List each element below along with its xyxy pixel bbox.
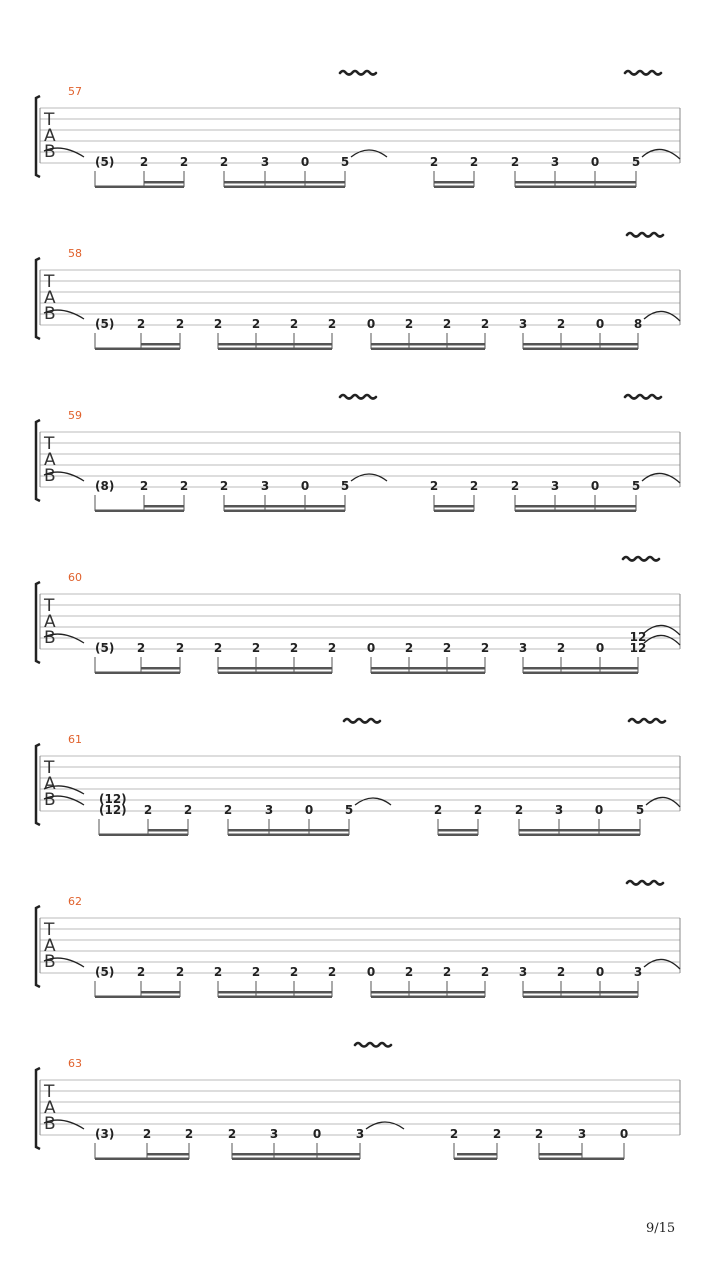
tab-clef-letter: A [44, 774, 56, 794]
fret-number: 2 [514, 803, 524, 817]
beam-secondary [144, 505, 184, 508]
fret-number: 2 [433, 803, 443, 817]
fret-number: 3 [260, 155, 270, 169]
vibrato-mark [340, 71, 376, 75]
system-bracket [36, 906, 40, 987]
fret-number: (12) [99, 803, 127, 817]
fret-number: 2 [139, 155, 149, 169]
fret-number: 0 [366, 641, 376, 655]
fret-number: 2 [219, 155, 229, 169]
tab-system [36, 719, 680, 836]
fret-number: 2 [429, 479, 439, 493]
tie-out [644, 311, 680, 321]
fret-number: 2 [442, 641, 452, 655]
fret-number: 2 [449, 1127, 459, 1141]
tab-clef-letter: T [44, 920, 55, 940]
beam [523, 672, 638, 675]
tab-clef-letter: B [44, 952, 56, 972]
beam-secondary [218, 667, 332, 670]
fret-number: 2 [534, 1127, 544, 1141]
beam-secondary [371, 991, 485, 994]
fret-number: 2 [175, 965, 185, 979]
fret-number: 0 [312, 1127, 322, 1141]
tab-system [36, 395, 680, 512]
fret-number: 2 [442, 317, 452, 331]
tab-system [36, 881, 680, 998]
measure-number: 60 [68, 571, 82, 584]
beam [95, 996, 180, 999]
tab-clef-letter: A [44, 612, 56, 632]
fret-number: 2 [139, 479, 149, 493]
system-bracket [36, 420, 40, 501]
beam [224, 186, 345, 189]
fret-number: (3) [95, 1127, 115, 1141]
system-bracket [36, 744, 40, 825]
tie-out [644, 635, 680, 645]
beam-secondary [519, 829, 640, 832]
fret-number: 2 [223, 803, 233, 817]
fret-number: 3 [518, 965, 528, 979]
fret-number: 2 [175, 317, 185, 331]
tie [351, 474, 387, 481]
fret-number: 2 [179, 479, 189, 493]
tab-clef-letter: B [44, 628, 56, 648]
beam-secondary [141, 343, 180, 346]
fret-number: 3 [577, 1127, 587, 1141]
fret-number: 0 [595, 317, 605, 331]
tab-clef-letter: T [44, 1082, 55, 1102]
beam-secondary [457, 1153, 497, 1156]
beam [95, 1158, 189, 1161]
beam-secondary [232, 1153, 360, 1156]
vibrato-mark [625, 395, 661, 399]
beam-secondary [218, 343, 332, 346]
measure-number: 59 [68, 409, 82, 422]
fret-number: 5 [344, 803, 354, 817]
beam-secondary [523, 991, 638, 994]
tab-clef-letter: T [44, 596, 55, 616]
vibrato-mark [625, 71, 661, 75]
system-bracket [36, 1068, 40, 1149]
beam [454, 1158, 497, 1161]
tie [366, 1122, 404, 1129]
beam [539, 1158, 624, 1161]
fret-number: 2 [404, 965, 414, 979]
fret-number: 2 [556, 641, 566, 655]
fret-number-upper: (12) [99, 792, 127, 806]
fret-number: 2 [289, 641, 299, 655]
fret-number: 2 [175, 641, 185, 655]
fret-number-upper: 12 [629, 630, 647, 644]
tie-out [642, 149, 680, 159]
fret-number: 5 [631, 155, 641, 169]
vibrato-mark [344, 719, 380, 723]
fret-number: 3 [264, 803, 274, 817]
beam [515, 510, 636, 513]
beam [224, 510, 345, 513]
fret-number: 2 [289, 965, 299, 979]
beam [95, 510, 184, 513]
fret-number: 2 [213, 641, 223, 655]
fret-number: 2 [469, 479, 479, 493]
fret-number: (5) [95, 317, 115, 331]
tab-system [36, 1043, 680, 1160]
tie-out [646, 797, 680, 807]
beam-secondary [228, 829, 349, 832]
fret-number: 2 [480, 641, 490, 655]
measure-number: 57 [68, 85, 82, 98]
tab-system [36, 71, 680, 188]
fret-number: 3 [550, 479, 560, 493]
tab-clef-letter: B [44, 466, 56, 486]
tab-clef-letter: T [44, 110, 55, 130]
tab-clef-letter: A [44, 450, 56, 470]
fret-number: 0 [366, 965, 376, 979]
fret-number: 0 [594, 803, 604, 817]
fret-number: 0 [300, 155, 310, 169]
fret-number: 5 [631, 479, 641, 493]
vibrato-mark [627, 881, 663, 885]
beam [371, 996, 485, 999]
fret-number: 3 [269, 1127, 279, 1141]
beam-secondary [218, 991, 332, 994]
fret-number: 8 [633, 317, 643, 331]
beam [519, 834, 640, 837]
fret-number: 3 [554, 803, 564, 817]
fret-number: (8) [95, 479, 115, 493]
fret-number: 3 [518, 641, 528, 655]
fret-number: 3 [355, 1127, 365, 1141]
fret-number: 5 [340, 155, 350, 169]
tab-clef-letter: A [44, 936, 56, 956]
beam [218, 348, 332, 351]
fret-number: 2 [510, 155, 520, 169]
beam-secondary [523, 343, 638, 346]
fret-number: 3 [518, 317, 528, 331]
beam [371, 348, 485, 351]
fret-number: 2 [327, 641, 337, 655]
beam [95, 186, 184, 189]
beam-secondary [515, 505, 636, 508]
system-bracket [36, 96, 40, 177]
beam-secondary [141, 991, 180, 994]
beam [434, 186, 474, 189]
fret-number: 3 [550, 155, 560, 169]
beam-secondary [434, 505, 474, 508]
measure-number: 62 [68, 895, 82, 908]
fret-number: 2 [213, 965, 223, 979]
fret-number: 3 [633, 965, 643, 979]
fret-number: 2 [404, 317, 414, 331]
tie [351, 150, 387, 157]
beam [515, 186, 636, 189]
beam-secondary [224, 181, 345, 184]
vibrato-mark [623, 557, 659, 561]
fret-number: 5 [340, 479, 350, 493]
beam [95, 348, 180, 351]
fret-number: 2 [183, 803, 193, 817]
fret-number: 0 [590, 155, 600, 169]
beam-secondary [515, 181, 636, 184]
tab-clef-letter: B [44, 1114, 56, 1134]
beam-secondary [523, 667, 638, 670]
fret-number: 2 [327, 965, 337, 979]
vibrato-mark [340, 395, 376, 399]
fret-number: 3 [260, 479, 270, 493]
fret-number: 2 [219, 479, 229, 493]
fret-number: 2 [480, 965, 490, 979]
fret-number: 2 [136, 317, 146, 331]
fret-number: 2 [289, 317, 299, 331]
beam-secondary [148, 829, 188, 832]
beam-secondary [371, 343, 485, 346]
tab-clef-letter: B [44, 790, 56, 810]
fret-number: 2 [492, 1127, 502, 1141]
tab-clef-letter: T [44, 434, 55, 454]
fret-number: 2 [251, 317, 261, 331]
measure-number: 63 [68, 1057, 82, 1070]
fret-number: 2 [469, 155, 479, 169]
fret-number: 2 [556, 317, 566, 331]
fret-number: 0 [300, 479, 310, 493]
fret-number: 2 [142, 1127, 152, 1141]
beam [228, 834, 349, 837]
fret-number: 2 [143, 803, 153, 817]
system-bracket [36, 582, 40, 663]
fret-number: 0 [590, 479, 600, 493]
beam [218, 996, 332, 999]
beam-secondary [539, 1153, 582, 1156]
page-number: 9/15 [646, 1221, 676, 1236]
beam-secondary [371, 667, 485, 670]
beam-secondary [438, 829, 478, 832]
tab-clef-letter: B [44, 304, 56, 324]
fret-number: 2 [473, 803, 483, 817]
fret-number: (5) [95, 641, 115, 655]
fret-number: 2 [429, 155, 439, 169]
beam [523, 996, 638, 999]
beam-secondary [141, 667, 180, 670]
beam-secondary [147, 1153, 189, 1156]
fret-number: 12 [629, 641, 647, 655]
tie-out [644, 959, 680, 969]
tab-clef-letter: A [44, 1098, 56, 1118]
measure-number: 58 [68, 247, 82, 260]
fret-number: 2 [184, 1127, 194, 1141]
fret-number: 2 [327, 317, 337, 331]
fret-number: 0 [366, 317, 376, 331]
fret-number: 2 [136, 641, 146, 655]
vibrato-mark [627, 233, 663, 237]
fret-number: 5 [635, 803, 645, 817]
fret-number: 2 [213, 317, 223, 331]
tab-clef-letter: B [44, 142, 56, 162]
tie-out [642, 473, 680, 483]
tab-system [36, 557, 680, 674]
tab-system [36, 233, 680, 350]
tab-clef-letter: T [44, 272, 55, 292]
beam [218, 672, 332, 675]
fret-number: 2 [480, 317, 490, 331]
beam-secondary [144, 181, 184, 184]
beam [434, 510, 474, 513]
fret-number: 2 [442, 965, 452, 979]
fret-number: 2 [251, 965, 261, 979]
beam-secondary [434, 181, 474, 184]
fret-number: 2 [227, 1127, 237, 1141]
tab-clef-letter: T [44, 758, 55, 778]
fret-number: 0 [595, 641, 605, 655]
fret-number: (5) [95, 155, 115, 169]
beam [232, 1158, 360, 1161]
tab-clef-letter: A [44, 126, 56, 146]
beam [523, 348, 638, 351]
fret-number: 2 [179, 155, 189, 169]
fret-number: 2 [556, 965, 566, 979]
fret-number: 2 [404, 641, 414, 655]
measure-number: 61 [68, 733, 82, 746]
fret-number: 0 [619, 1127, 629, 1141]
beam-secondary [224, 505, 345, 508]
beam [438, 834, 478, 837]
fret-number: 2 [136, 965, 146, 979]
vibrato-mark [629, 719, 665, 723]
beam [95, 672, 180, 675]
tab-clef-letter: A [44, 288, 56, 308]
fret-number: 2 [510, 479, 520, 493]
beam [371, 672, 485, 675]
fret-number: 0 [595, 965, 605, 979]
vibrato-mark [355, 1043, 391, 1047]
fret-number: 0 [304, 803, 314, 817]
fret-number: 2 [251, 641, 261, 655]
system-bracket [36, 258, 40, 339]
tie [355, 798, 391, 805]
fret-number: (5) [95, 965, 115, 979]
beam [99, 834, 188, 837]
